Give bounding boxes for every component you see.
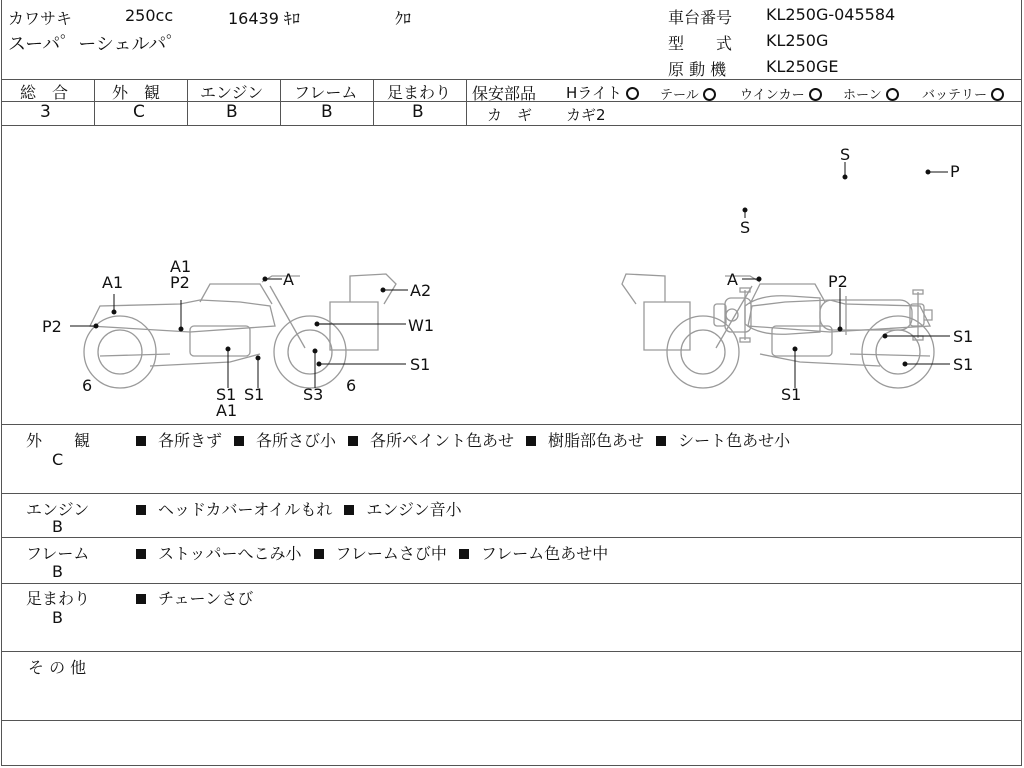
label-left-a1-bottom: A1	[216, 401, 238, 420]
grade-frame: B	[321, 102, 333, 122]
divider	[1, 583, 1022, 584]
ok-circle-icon	[809, 88, 822, 101]
displacement: 250cc	[125, 6, 174, 25]
label-right-s1a: S1	[953, 327, 974, 346]
safety-parts-label: 保安部品	[472, 84, 537, 103]
bullet-icon	[348, 436, 358, 446]
engine-number-label: 原 動 機	[668, 60, 727, 79]
divider	[280, 79, 281, 125]
label-left-s1-right: S1	[410, 355, 431, 374]
grade-frame-label: フレーム	[294, 83, 358, 102]
label-left-p2-top: P2	[170, 273, 190, 292]
note-suspension-label: 足まわり	[26, 589, 91, 608]
bullet-icon	[526, 436, 536, 446]
label-left-a1-top: A1	[170, 257, 192, 276]
label-top-s2: S	[740, 218, 751, 237]
label-right-a: A	[727, 270, 738, 289]
type-number: KL250G	[766, 31, 829, 50]
damage-diagram	[0, 126, 1022, 424]
divider	[373, 79, 374, 125]
divider	[1, 720, 1022, 721]
note-frame-label: フレーム	[26, 544, 90, 563]
safety-headlight: Hライト	[566, 82, 639, 103]
label-left-p2: P2	[42, 317, 62, 336]
frame-number: KL250G-045584	[766, 5, 896, 24]
frame-number-label: 車台番号	[668, 8, 733, 27]
bullet-icon	[136, 436, 146, 446]
engine-number: KL250GE	[766, 57, 839, 76]
bullet-icon	[344, 505, 354, 515]
note-exterior-items: 各所きず 各所さび小 各所ペイント色あせ 樹脂部色あせ シート色あせ小	[136, 428, 802, 451]
note-other-label: そ の 他	[28, 658, 87, 677]
note-frame-items: ストッパーへこみ小 フレームさび中 フレーム色あせ中	[136, 541, 620, 564]
ok-circle-icon	[703, 88, 716, 101]
note-engine-grade: B	[52, 517, 63, 536]
bullet-icon	[656, 436, 666, 446]
bullet-icon	[136, 549, 146, 559]
mileage: 16439 ｷﾛ	[228, 9, 300, 28]
label-left-a1: A1	[102, 273, 124, 292]
grade-exterior: C	[133, 102, 145, 122]
bike-right-view	[622, 274, 934, 388]
note-exterior-grade: C	[52, 450, 64, 469]
divider	[94, 79, 95, 125]
note-frame-grade: B	[52, 562, 63, 581]
divider	[466, 79, 467, 125]
divider	[1, 493, 1022, 494]
divider	[1, 424, 1022, 425]
label-left-w1: W1	[408, 316, 434, 335]
label-left-s1b: S1	[244, 385, 265, 404]
bullet-icon	[314, 549, 324, 559]
grade-suspension: B	[412, 102, 424, 122]
label-left-6b: 6	[346, 376, 357, 395]
model-name: スーパ゜ーシェルパ゜	[8, 34, 185, 55]
label-left-a: A	[283, 270, 294, 289]
grade-engine: B	[226, 102, 238, 122]
safety-battery: バッテリー	[922, 84, 1004, 103]
key-value: カギ2	[566, 106, 606, 124]
key-label: カ ギ	[487, 106, 533, 124]
grade-overall-label: 総 合	[20, 83, 69, 102]
bike-left-view	[84, 274, 396, 388]
type-label: 型 式	[668, 34, 733, 53]
note-engine-items: ヘッドカバーオイルもれ エンジン音小	[136, 497, 474, 520]
grade-exterior-label: 外 観	[112, 83, 161, 102]
label-right-p2: P2	[828, 272, 848, 291]
grade-suspension-label: 足まわり	[387, 83, 452, 102]
bullet-icon	[234, 436, 244, 446]
label-top-s1: S	[840, 145, 851, 164]
bullet-icon	[136, 505, 146, 515]
note-exterior-label: 外 観	[26, 431, 91, 450]
divider	[1, 651, 1022, 652]
divider	[1, 537, 1022, 538]
note-suspension-items: チェーンさび	[136, 586, 265, 609]
label-top-p: P	[950, 162, 960, 181]
bullet-icon	[459, 549, 469, 559]
grade-engine-label: エンジン	[200, 83, 264, 102]
grade-overall: 3	[40, 102, 51, 122]
label-right-s1c: S1	[781, 385, 802, 404]
label-left-s1a: S1	[216, 385, 237, 404]
label-left-s3: S3	[303, 385, 324, 404]
bullet-icon	[136, 594, 146, 604]
color: ｸﾛ	[395, 9, 412, 28]
divider	[187, 79, 188, 125]
ok-circle-icon	[886, 88, 899, 101]
note-engine-label: エンジン	[26, 500, 90, 519]
label-right-s1b: S1	[953, 355, 974, 374]
safety-horn: ホーン	[843, 84, 899, 103]
safety-tail: テール	[660, 84, 716, 103]
ok-circle-icon	[626, 87, 639, 100]
ok-circle-icon	[991, 88, 1004, 101]
note-suspension-grade: B	[52, 608, 63, 627]
safety-winker: ウインカー	[740, 84, 822, 103]
maker: カワサキ	[8, 9, 73, 28]
label-left-6a: 6	[82, 376, 93, 395]
label-left-a2: A2	[410, 281, 432, 300]
